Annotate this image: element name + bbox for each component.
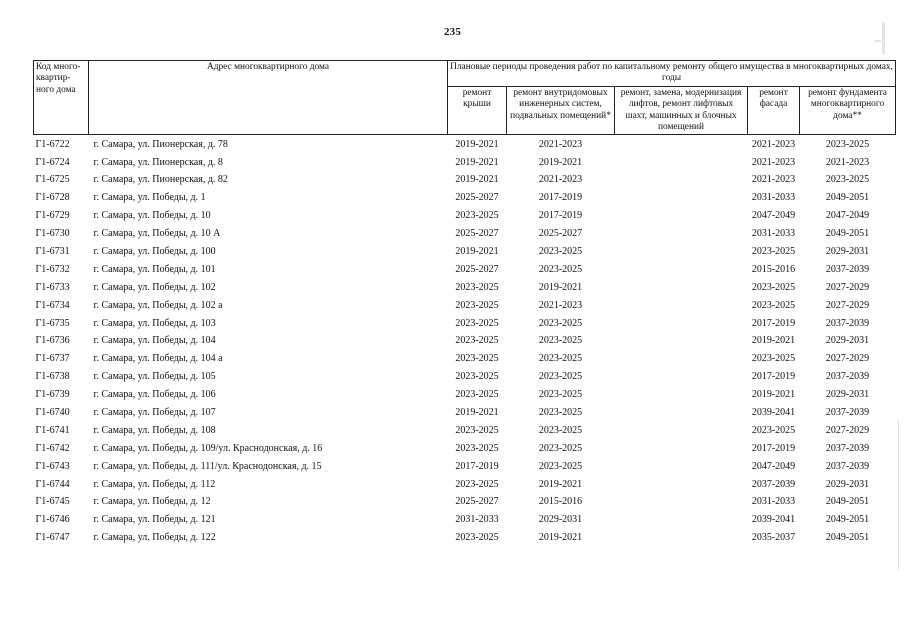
cell-elevators	[615, 279, 748, 297]
table-row	[34, 225, 896, 243]
cell-foundation: 2049-2051	[825, 228, 870, 240]
cell-address: г. Самара, ул. Пионерская, д. 8	[93, 156, 223, 168]
cell-facade: 2039-2041	[751, 407, 796, 419]
cell-address: г. Самара, ул. Победы, д. 108	[93, 424, 216, 436]
cell-address: г. Самара, ул. Победы, д. 102	[93, 281, 216, 293]
cell-elevators	[615, 296, 748, 314]
cell-code: Г1-6743	[35, 460, 70, 472]
cell-code: Г1-6740	[35, 407, 70, 419]
cell-facade: 2019-2021	[751, 335, 796, 347]
cell-elevators	[615, 493, 748, 511]
cell-foundation: 2037-2039	[825, 442, 870, 454]
cell-facade: 2021-2023	[751, 174, 796, 186]
cell-elevators	[615, 386, 748, 404]
cell-facade: 2023-2025	[751, 246, 796, 258]
cell-address: г. Самара, ул. Победы, д. 10 А	[93, 228, 221, 240]
header-code: Код много-квартир-ного дома	[34, 61, 89, 135]
cell-foundation: 2023-2025	[825, 138, 870, 150]
table-row	[34, 171, 896, 189]
cell-engineering: 2019-2021	[538, 281, 583, 293]
cell-elevators	[615, 332, 748, 350]
cell-roof: 2025-2027	[455, 192, 499, 204]
header-foundation: ремонт фундамента многоквартирного дома**	[800, 86, 896, 135]
cell-elevators	[615, 440, 748, 458]
table-row	[34, 368, 896, 386]
cell-engineering: 2021-2023	[538, 138, 583, 150]
cell-foundation: 2027-2029	[825, 353, 870, 365]
header-elevators: ремонт, замена, модернизация лифтов, ремонт лифтовых шахт, машинных и блочных помещений	[615, 86, 748, 135]
table-row	[34, 350, 896, 368]
cell-roof: 2019-2021	[455, 174, 499, 186]
cell-engineering: 2029-2031	[538, 514, 583, 526]
cell-roof: 2025-2027	[455, 263, 499, 275]
table-row	[34, 493, 896, 511]
cell-engineering: 2023-2025	[538, 353, 583, 365]
cell-elevators	[615, 404, 748, 422]
cell-foundation: 2023-2025	[825, 174, 870, 186]
cell-address: г. Самара, ул. Победы, д. 100	[93, 246, 216, 258]
table-row	[34, 386, 896, 404]
cell-foundation: 2037-2039	[825, 317, 870, 329]
cell-engineering: 2021-2023	[538, 174, 583, 186]
cell-code: Г1-6724	[35, 156, 70, 168]
cell-elevators	[615, 207, 748, 225]
cell-elevators	[615, 135, 748, 153]
cell-address: г. Самара, ул. Победы, д. 102 а	[93, 299, 223, 311]
table-row	[34, 440, 896, 458]
cell-facade: 2037-2039	[751, 478, 796, 490]
cell-roof: 2023-2025	[455, 478, 499, 490]
cell-address: г. Самара, ул. Победы, д. 10	[93, 210, 211, 222]
cell-foundation: 2027-2029	[825, 424, 870, 436]
cell-code: Г1-6735	[35, 317, 70, 329]
cell-facade: 2031-2033	[751, 496, 796, 508]
cell-address: г. Самара, ул. Победы, д. 105	[93, 371, 216, 383]
cell-address: г. Самара, ул. Победы, д. 106	[93, 389, 216, 401]
cell-engineering: 2023-2025	[538, 407, 583, 419]
cell-engineering: 2023-2025	[538, 317, 583, 329]
cell-facade: 2047-2049	[751, 210, 796, 222]
cell-foundation: 2029-2031	[825, 389, 870, 401]
cell-foundation: 2037-2039	[825, 407, 870, 419]
cell-roof: 2017-2019	[455, 460, 499, 472]
page-number: 235	[443, 26, 462, 38]
cell-elevators	[615, 368, 748, 386]
cell-address: г. Самара, ул. Победы, д. 112	[93, 478, 216, 490]
cell-code: Г1-6744	[35, 478, 70, 490]
cell-elevators	[615, 457, 748, 475]
cell-roof: 2023-2025	[455, 335, 499, 347]
table-row	[34, 314, 896, 332]
cell-facade: 2023-2025	[751, 424, 796, 436]
cell-roof: 2023-2025	[455, 210, 499, 222]
cell-roof: 2023-2025	[455, 281, 499, 293]
cell-address: г. Самара, ул. Победы, д. 12	[93, 496, 211, 508]
cell-code: Г1-6729	[35, 210, 70, 222]
cell-elevators	[615, 475, 748, 493]
cell-engineering: 2023-2025	[538, 263, 583, 275]
cell-engineering: 2023-2025	[538, 389, 583, 401]
cell-facade: 2017-2019	[751, 317, 796, 329]
cell-engineering: 2017-2019	[538, 210, 583, 222]
cell-code: Г1-6725	[35, 174, 70, 186]
cell-facade: 2039-2041	[751, 514, 796, 526]
cell-engineering: 2023-2025	[538, 371, 583, 383]
cell-roof: 2023-2025	[455, 299, 499, 311]
cell-foundation: 2021-2023	[825, 156, 870, 168]
cell-code: Г1-6734	[35, 299, 70, 311]
cell-roof: 2025-2027	[455, 496, 499, 508]
cell-foundation: 2049-2051	[825, 192, 870, 204]
cell-foundation: 2029-2031	[825, 246, 870, 258]
cell-elevators	[615, 225, 748, 243]
cell-address: г. Самара, ул. Победы, д. 107	[93, 407, 216, 419]
table-row	[34, 135, 896, 153]
cell-roof: 2023-2025	[455, 389, 499, 401]
header-engineering: ремонт внутридомовых инженерных систем, подвальных помещений*	[507, 86, 615, 135]
cell-foundation: 2029-2031	[825, 335, 870, 347]
cell-foundation: 2037-2039	[825, 371, 870, 383]
cell-facade: 2017-2019	[751, 442, 796, 454]
header-periods-group: Плановые периоды проведения работ по капитальному ремонту общего имущества в многоквартирных домах, годы	[448, 61, 896, 87]
cell-elevators	[615, 422, 748, 440]
table-row	[34, 279, 896, 297]
cell-engineering: 2021-2023	[538, 299, 583, 311]
cell-roof: 2023-2025	[455, 353, 499, 365]
cell-engineering: 2025-2027	[538, 228, 583, 240]
cell-facade: 2023-2025	[751, 353, 796, 365]
header-roof: ремонт крыши	[448, 86, 507, 135]
cell-code: Г1-6742	[35, 442, 70, 454]
cell-engineering: 2015-2016	[538, 496, 583, 508]
cell-roof: 2023-2025	[455, 371, 499, 383]
scan-artifact	[875, 40, 881, 42]
cell-roof: 2019-2021	[455, 246, 499, 258]
cell-facade: 2017-2019	[751, 371, 796, 383]
cell-address: г. Самара, ул. Победы, д. 122	[93, 532, 216, 544]
cell-code: Г1-6731	[35, 246, 70, 258]
cell-code: Г1-6733	[35, 281, 70, 293]
cell-foundation: 2027-2029	[825, 281, 870, 293]
cell-code: Г1-6738	[35, 371, 70, 383]
cell-address: г. Самара, ул. Победы, д. 104 а	[93, 353, 223, 365]
table-row	[34, 475, 896, 493]
cell-engineering: 2023-2025	[538, 246, 583, 258]
cell-elevators	[615, 243, 748, 261]
cell-address: г. Самара, ул. Победы, д. 121	[93, 514, 216, 526]
cell-foundation: 2029-2031	[825, 478, 870, 490]
cell-elevators	[615, 171, 748, 189]
table-row	[34, 457, 896, 475]
cell-engineering: 2023-2025	[538, 424, 583, 436]
cell-address: г. Самара, ул. Победы, д. 104	[93, 335, 216, 347]
cell-foundation: 2049-2051	[825, 496, 870, 508]
cell-foundation: 2049-2051	[825, 514, 870, 526]
cell-code: Г1-6737	[35, 353, 70, 365]
table-row	[34, 332, 896, 350]
table-row	[34, 261, 896, 279]
cell-code: Г1-6736	[35, 335, 70, 347]
table-row	[34, 207, 896, 225]
cell-foundation: 2049-2051	[825, 532, 870, 544]
cell-address: г. Самара, ул. Пионерская, д. 82	[93, 174, 228, 186]
cell-facade: 2031-2033	[751, 192, 796, 204]
cell-facade: 2023-2025	[751, 299, 796, 311]
header-address: Адрес многоквартирного дома	[89, 61, 448, 135]
cell-code: Г1-6745	[35, 496, 70, 508]
cell-facade: 2021-2023	[751, 156, 796, 168]
cell-foundation: 2027-2029	[825, 299, 870, 311]
cell-facade: 2019-2021	[751, 389, 796, 401]
cell-code: Г1-6722	[35, 138, 70, 150]
cell-code: Г1-6730	[35, 228, 70, 240]
table-row	[34, 189, 896, 207]
cell-roof: 2023-2025	[455, 424, 499, 436]
header-facade: ремонт фасада	[748, 86, 800, 135]
table-row	[34, 529, 896, 547]
cell-engineering: 2019-2021	[538, 156, 583, 168]
cell-code: Г1-6741	[35, 424, 70, 436]
cell-address: г. Самара, ул. Победы, д. 101	[93, 263, 216, 275]
cell-engineering: 2023-2025	[538, 460, 583, 472]
cell-address: г. Самара, ул. Пионерская, д. 78	[93, 138, 228, 150]
cell-code: Г1-6746	[35, 514, 70, 526]
cell-facade: 2021-2023	[751, 138, 796, 150]
table-row	[34, 511, 896, 529]
cell-elevators	[615, 261, 748, 279]
scan-artifact	[898, 420, 899, 570]
cell-address: г. Самара, ул. Победы, д. 111/ул. Краснодонская, д. 15	[93, 460, 322, 472]
cell-elevators	[615, 314, 748, 332]
cell-facade: 2035-2037	[751, 532, 796, 544]
cell-roof: 2025-2027	[455, 228, 499, 240]
cell-foundation: 2037-2039	[825, 263, 870, 275]
cell-foundation: 2047-2049	[825, 210, 870, 222]
cell-elevators	[615, 511, 748, 529]
cell-facade: 2023-2025	[751, 281, 796, 293]
cell-address: г. Самара, ул. Победы, д. 1	[93, 192, 206, 204]
table-row	[34, 422, 896, 440]
cell-address: г. Самара, ул. Победы, д. 103	[93, 317, 216, 329]
cell-roof: 2023-2025	[455, 317, 499, 329]
cell-engineering: 2017-2019	[538, 192, 583, 204]
table-row	[34, 153, 896, 171]
cell-engineering: 2019-2021	[538, 478, 583, 490]
cell-engineering: 2023-2025	[538, 442, 583, 454]
table-row	[34, 243, 896, 261]
cell-engineering: 2023-2025	[538, 335, 583, 347]
cell-roof: 2023-2025	[455, 532, 499, 544]
table-row	[34, 404, 896, 422]
cell-roof: 2019-2021	[455, 407, 499, 419]
cell-elevators	[615, 350, 748, 368]
cell-foundation: 2037-2039	[825, 460, 870, 472]
cell-roof: 2019-2021	[455, 138, 499, 150]
capital-repair-table	[33, 60, 896, 547]
cell-address: г. Самара, ул. Победы, д. 109/ул. Краснодонская, д. 16	[93, 442, 323, 454]
cell-facade: 2031-2033	[751, 228, 796, 240]
table-body	[34, 135, 896, 547]
cell-roof: 2031-2033	[455, 514, 499, 526]
cell-code: Г1-6732	[35, 263, 70, 275]
cell-code: Г1-6739	[35, 389, 70, 401]
table-row	[34, 296, 896, 314]
cell-elevators	[615, 153, 748, 171]
cell-elevators	[615, 529, 748, 547]
cell-roof: 2023-2025	[455, 442, 499, 454]
cell-roof: 2019-2021	[455, 156, 499, 168]
scan-artifact	[882, 22, 885, 54]
cell-engineering: 2019-2021	[538, 532, 583, 544]
cell-facade: 2015-2016	[751, 263, 796, 275]
cell-elevators	[615, 189, 748, 207]
cell-code: Г1-6728	[35, 192, 70, 204]
cell-facade: 2047-2049	[751, 460, 796, 472]
cell-code: Г1-6747	[35, 532, 70, 544]
